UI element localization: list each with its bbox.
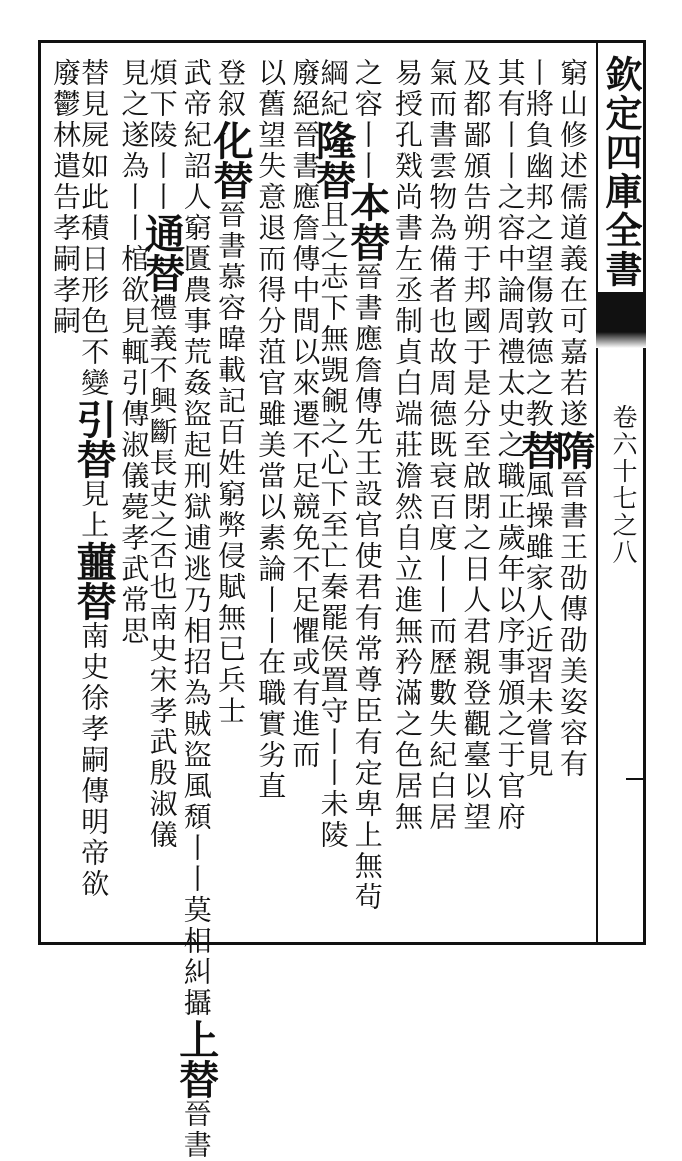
- text-segment: 且之志下無覬覦之心下至亡秦罷侯置守丨丨未陵: [316, 200, 350, 851]
- text-segment: 綱紀: [316, 58, 350, 120]
- text-segment: 見上: [77, 479, 111, 541]
- fish-tail-fade: [596, 332, 646, 348]
- text-column: [250, 58, 288, 802]
- text-segment: 晉書慕容暐載記百姓窮弊侵賦無已兵士: [214, 200, 247, 727]
- text-column: [113, 58, 151, 647]
- text-column: [343, 58, 391, 913]
- text-segment: 窮山修述儒道義在可嘉若遂: [556, 58, 589, 430]
- text-column: [207, 58, 254, 727]
- headword: 本替: [343, 182, 391, 262]
- text-segment: 之容丨丨: [350, 58, 384, 182]
- book-title: 欽定四庫全書: [599, 55, 643, 289]
- text-segment: 傳淑儀薨孝武常思: [117, 399, 151, 647]
- margin-tick: [626, 778, 646, 780]
- text-segment: 晉書王劭傳劭美姿容有: [556, 470, 589, 780]
- text-segment: 晉書應詹傳先王設官使君有常尊臣有定卑上無茍: [350, 262, 384, 913]
- headword: 通替: [138, 213, 186, 293]
- text-column: [70, 58, 118, 900]
- headword: 引替: [70, 399, 118, 479]
- volume-label: 卷六十七之八: [609, 404, 638, 566]
- headword: 隋: [549, 430, 596, 470]
- text-segment: 武帝紀詔人窮匱農事荒姦盜起刑獄: [179, 58, 213, 523]
- text-segment: 以舊望: [254, 58, 288, 151]
- text-column: [309, 58, 357, 851]
- text-column: [549, 58, 596, 780]
- text-segment: 及都鄙頒告朔于邦國于是分至啟閉之日人君親登觀臺以望: [459, 58, 493, 833]
- text-segment: 逋逃乃相招為賊盜風頹丨丨莫相糾攝: [179, 523, 213, 1019]
- text-segment: 禮義不興斷長吏之否也: [145, 293, 179, 603]
- text-column: [490, 58, 527, 833]
- text-segment: 氣而書雲物為備者也故周德既衰百度丨丨而歷數失紀白居: [425, 58, 459, 833]
- text-segment: 晉書: [179, 1099, 213, 1161]
- text-column: [387, 58, 424, 833]
- text-segment: 其有丨丨之容中論周禮太史之職正歲年以序事頒之于官府: [493, 58, 527, 833]
- text-segment: 廢鬱林遣告孝嗣孝嗣: [49, 58, 82, 337]
- text-segment: 南史宋孝武殷淑儀: [145, 603, 179, 851]
- text-segment: 失意退而得分菹官雖美當以素論丨丨在職實劣直: [254, 151, 288, 802]
- text-column: [45, 58, 82, 337]
- headword: 蘁替: [70, 541, 118, 621]
- headword: 上替: [172, 1019, 220, 1099]
- text-column: [514, 58, 562, 780]
- text-column: [172, 58, 220, 1161]
- text-column: [284, 58, 322, 771]
- text-column: [138, 58, 186, 851]
- text-segment: 易授孔戣尚書左丞制貞白端莊澹然自立進無矜滿之色居無: [391, 58, 424, 833]
- text-segment: 廢絕: [288, 58, 322, 120]
- fish-tail-mark: [596, 292, 646, 332]
- text-segment: 丨將負幽邦之望傷敦德之教: [521, 58, 555, 430]
- text-segment: 登叙: [214, 58, 247, 120]
- headword: 隆替: [309, 120, 357, 200]
- headword: 化替: [207, 120, 254, 200]
- text-column: [421, 58, 459, 833]
- text-segment: 南史徐孝嗣傳明帝欲: [77, 621, 111, 900]
- text-segment: 見之遂為丨丨棺欲見輒引: [117, 58, 151, 399]
- headword: 替: [514, 430, 562, 470]
- text-segment: 晉書應詹傳中間以來遷不足競免不足懼或有進而: [288, 120, 322, 771]
- text-segment: 替見屍如此積日形色不變: [77, 58, 111, 399]
- text-segment: 風操雖家人近習未嘗見: [521, 470, 555, 780]
- text-column: [455, 58, 493, 833]
- text-segment: 煩下陵丨丨: [145, 58, 179, 213]
